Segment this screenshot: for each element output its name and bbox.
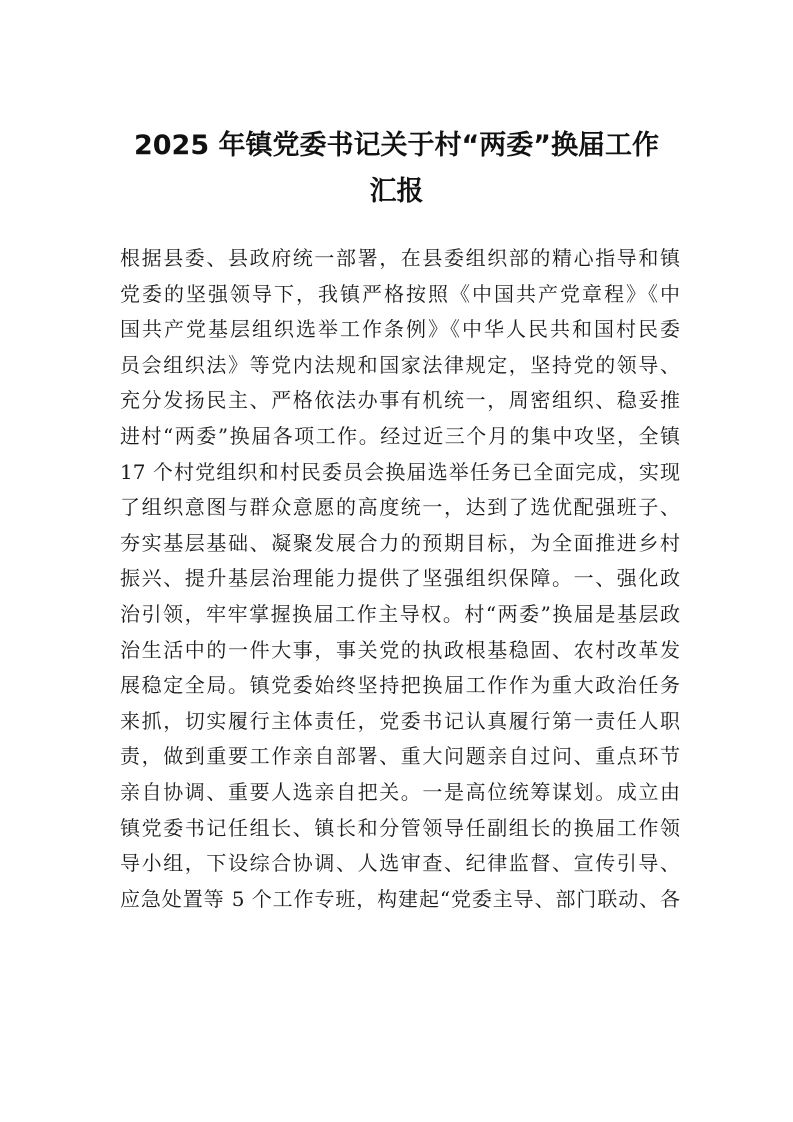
body-text-line: 治引领，牢牢掌握换届工作主导权。村“两委”换届是基层政 (120, 602, 680, 626)
body-text-line: 镇党委书记任组长、镇长和分管领导任副组长的换届工作领 (120, 815, 680, 840)
body-text-line: 了组织意图与群众意愿的高度统一，达到了选优配强班子、 (120, 495, 680, 520)
body-text-line: 导小组，下设综合协调、人选审查、纪律监督、宣传引导、 (120, 851, 680, 876)
body-text-line: 责，做到重要工作亲自部署、重大问题亲自过问、重点环节 (120, 744, 680, 769)
body-text-line: 来抓，切实履行主体责任，党委书记认真履行第一责任人职 (120, 708, 680, 733)
body-text-line: 展稳定全局。镇党委始终坚持把换届工作作为重大政治任务 (120, 673, 680, 698)
body-text-line: 员会组织法》等党内法规和国家法律规定，坚持党的领导、 (120, 352, 680, 377)
body-text-line: 治生活中的一件大事，事关党的执政根基稳固、农村改革发 (120, 637, 680, 662)
body-text-line: 17 个村党组织和村民委员会换届选举任务已全面完成，实现 (120, 459, 680, 484)
body-text-line: 国共产党基层组织选举工作条例》《中华人民共和国村民委 (120, 317, 680, 342)
body-text-line: 振兴、提升基层治理能力提供了坚强组织保障。一、强化政 (120, 566, 680, 591)
document-title-line-2: 汇报 (369, 176, 424, 207)
body-text-line: 进村“两委”换届各项工作。经过近三个月的集中攻坚，全镇 (120, 424, 680, 448)
document-title-line-1: 2025 年镇党委书记关于村“两委”换届工作 (133, 130, 660, 161)
body-text-line: 应急处置等 5 个工作专班，构建起“党委主导、部门联动、各 (120, 886, 680, 911)
body-text-line: 充分发扬民主、严格依法办事有机统一，周密组织、稳妥推 (120, 388, 680, 413)
body-text-line: 党委的坚强领导下，我镇严格按照《中国共产党章程》《中 (120, 281, 680, 306)
body-text-line: 亲自协调、重要人选亲自把关。一是高位统筹谋划。成立由 (120, 780, 680, 804)
body-text-line: 根据县委、县政府统一部署，在县委组织部的精心指导和镇 (120, 246, 680, 270)
body-text-line: 夯实基层基础、凝聚发展合力的预期目标，为全面推进乡村 (120, 530, 680, 555)
